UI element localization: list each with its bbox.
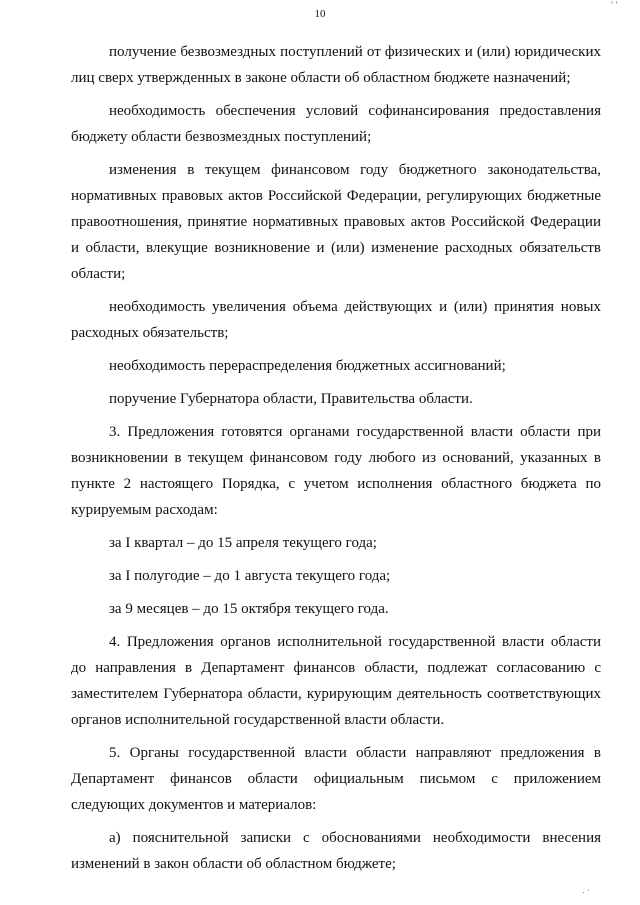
scan-mark-top: ’ ’ bbox=[610, 0, 618, 10]
scan-mark-bottom: . · bbox=[582, 885, 590, 895]
body-text bbox=[71, 39, 601, 877]
paragraph-item-4: 4. Предложения органов исполнительной государственной власти области до направления в Департамент финансов области, подлежат согласованию с заместителем Губернатора области, курирующим деятельность соответствующих органов исполнительной государственной власти области. bbox=[71, 634, 601, 728]
paragraph-item-5: 5. Органы государственной власти области направляют предложения в Департамент финансов области официальным письмом с приложением следующих документов и материалов: bbox=[71, 745, 601, 813]
paragraph-deadline-h1: за I полугодие – до 1 августа текущего года; bbox=[109, 568, 391, 584]
page-number: 10 bbox=[314, 8, 326, 20]
paragraph-item-3: 3. Предложения готовятся органами государственной власти области при возникновении в текущем финансовом году любого из оснований, указанных в пункте 2 настоящего Порядка, с учетом исполнения областного бюджета по курируемым расходам: bbox=[71, 424, 601, 518]
paragraph-legislation-changes: изменения в текущем финансовом году бюджетного законодательства, нормативных правовых актов Российской Федерации, регулирующих бюджетные правоотношения, принятие нормативных правовых актов Российской Федерации и области, влекущие возникновение и (или) изменение расходных обязательств области; bbox=[71, 162, 601, 282]
paragraph-donations: получение безвозмездных поступлений от физических и (или) юридических лиц сверх утвержденных в законе области об областном бюджете назначений; bbox=[71, 44, 601, 86]
paragraph-deadline-q1: за I квартал – до 15 апреля текущего года; bbox=[109, 535, 377, 551]
paragraph-cofinancing: необходимость обеспечения условий софинансирования предоставления бюджету области безвозмездных поступлений; bbox=[71, 103, 601, 145]
paragraph-item-5a: а) пояснительной записки с обоснованиями необходимости внесения изменений в закон области об областном бюджете; bbox=[71, 830, 601, 872]
paragraph-new-obligations: необходимость увеличения объема действующих и (или) принятия новых расходных обязательств; bbox=[71, 299, 601, 341]
paragraph-redistribution: необходимость перераспределения бюджетных ассигнований; bbox=[109, 358, 506, 374]
paragraph-governor-order: поручение Губернатора области, Правительства области. bbox=[109, 391, 473, 407]
paragraph-deadline-9m: за 9 месяцев – до 15 октября текущего года. bbox=[109, 601, 389, 617]
